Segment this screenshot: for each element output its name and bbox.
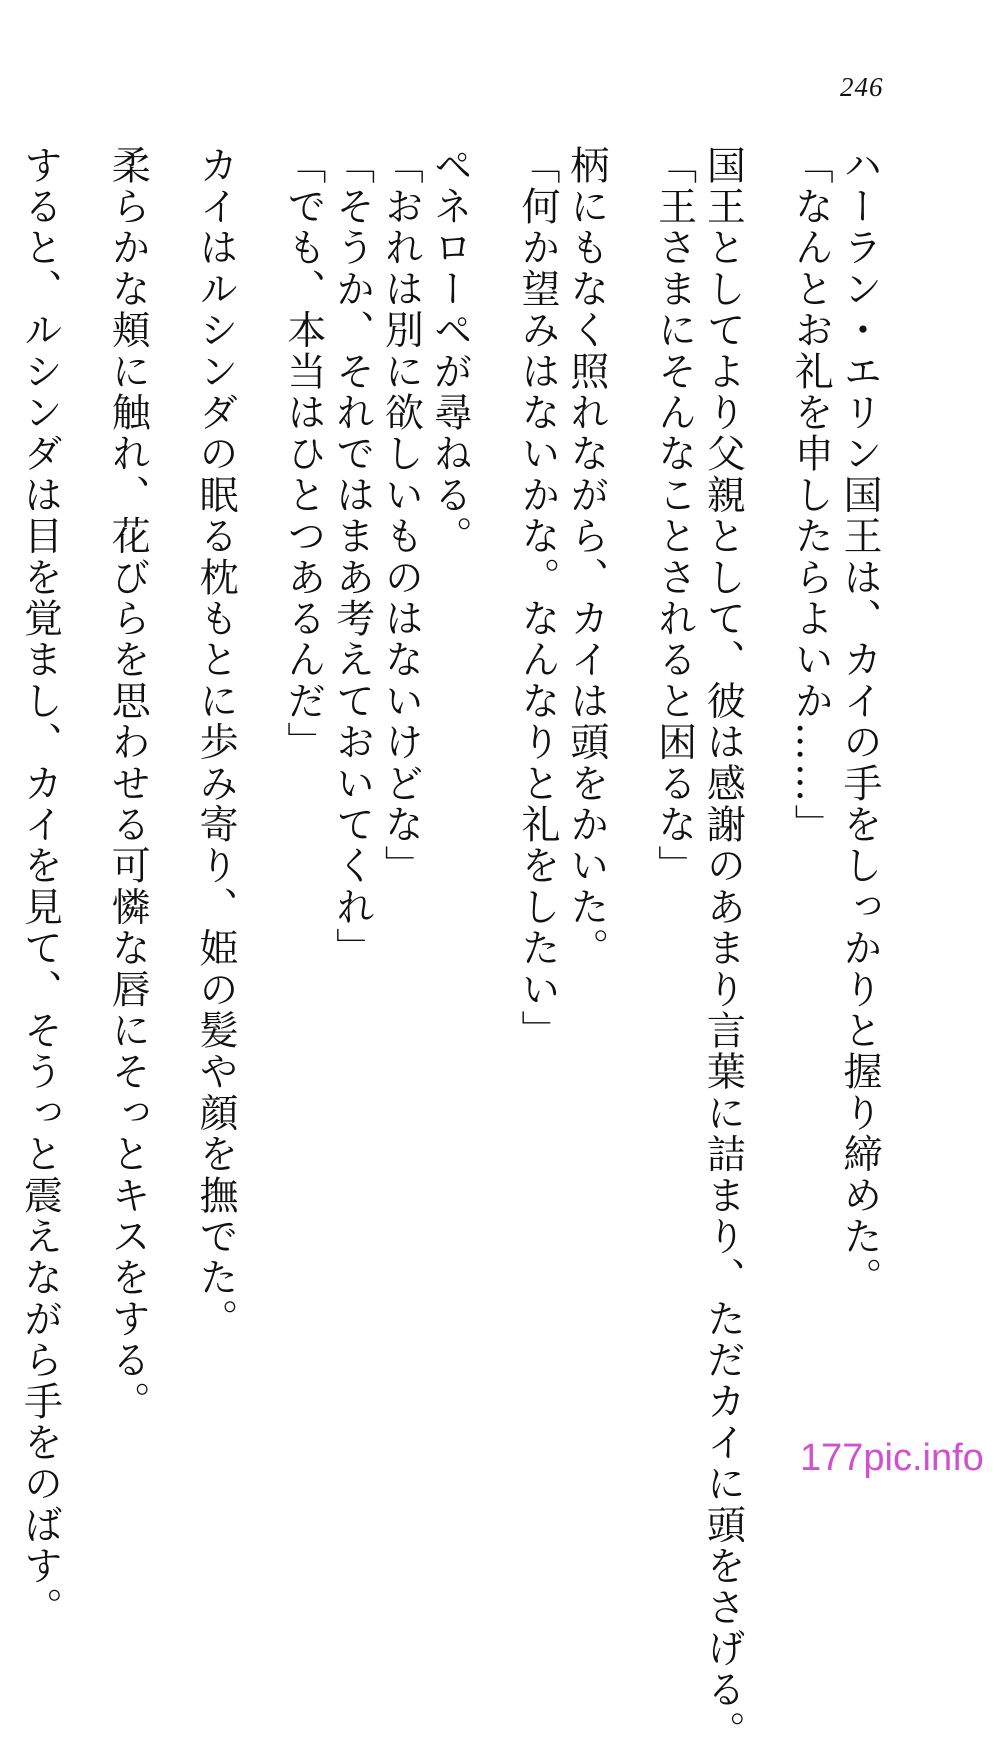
text-line: 「なんとお礼を申したらよいか……」 (788, 145, 834, 846)
text-line: ペネローペが尋ねる。 (427, 145, 473, 557)
text-line: 「王さまにそんなことされると困るな」 (651, 145, 697, 887)
text-line: 国王としてより父親として、彼は感謝のあまり言葉に詰まり、ただカイに頭をさげる。 (700, 145, 746, 1752)
text-line: カイはルシンダの眠る枕もとに歩み寄り、姫の髪や顔を撫でた。 (193, 145, 239, 1340)
text-line: すると、ルシンダは目を覚まし、カイを見て、そうっと震えながら手をのばす。 (17, 145, 63, 1629)
text-line (0, 145, 15, 1395)
text-line: 「何か望みはないかな。なんなりと礼をしたい」 (515, 145, 561, 1052)
text-line: 柄にもなく照れながら、カイは頭をかいた。 (563, 145, 609, 969)
page-number: 246 (840, 72, 884, 102)
text-line: 「そうか、それではまあ考えておいてくれ」 (329, 145, 375, 969)
text-line: ハーラン・エリン国王は、カイの手をしっかりと握り締めた。 (837, 145, 882, 1299)
text-line: 「おれは別に欲しいものはないけどな」 (378, 145, 424, 887)
text-line: 「でも、本当はひとつあるんだ」 (280, 145, 326, 763)
watermark-text: 177pic.info (800, 1437, 984, 1479)
text-line: 柔らかな頬に触れ、花びらを思わせる可憐な唇にそっとキスをする。 (105, 145, 151, 1423)
